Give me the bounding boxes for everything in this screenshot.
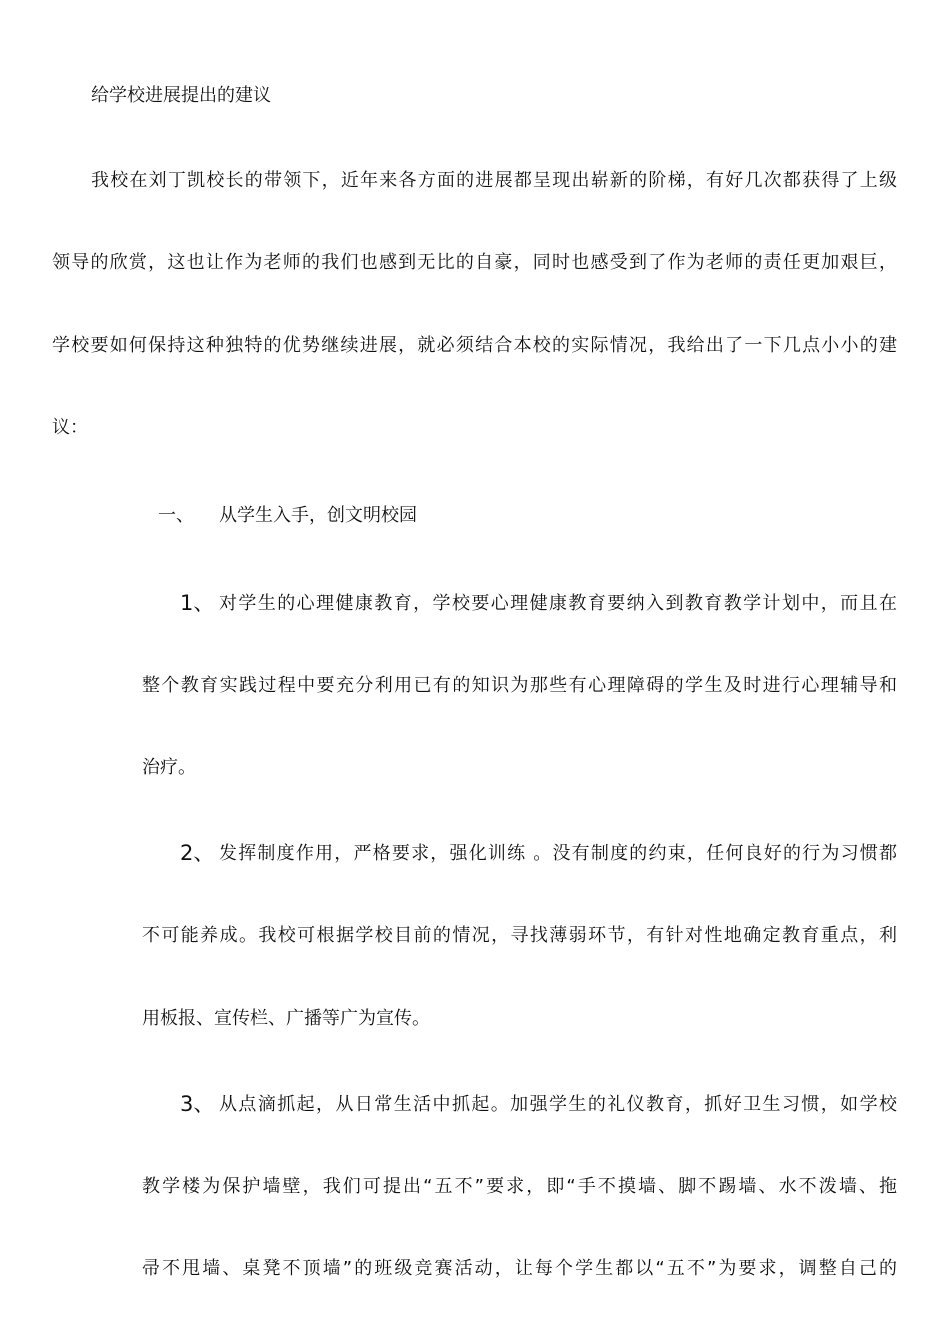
item-2-line-2: 不可能养成。我校可根据学校目前的情况，寻找薄弱环节，有针对性地确定教育重点，利 [142, 925, 897, 946]
intro-line-4: 议： [52, 417, 88, 438]
item-2-line-3: 用板报、宣传栏、广播等广为宣传。 [142, 1008, 430, 1029]
item-1-line-2: 整个教育实践过程中要充分利用已有的知识为那些有心理障碍的学生及时进行心理辅导和 [142, 675, 897, 696]
item-number-1: 1、 [180, 591, 215, 615]
item-1-line-3: 治疗。 [142, 757, 196, 778]
item-number-3: 3、 [180, 1092, 215, 1116]
section-marker: 一、 [158, 505, 194, 526]
intro-line-1: 我校在刘丁凯校长的带领下，近年来各方面的进展都呈现出崭新的阶梯，有好几次都获得了上级 [91, 170, 897, 191]
item-2-line-1: 发挥制度作用，严格要求，强化训练 。没有制度的约束，任何良好的行为习惯都 [219, 843, 897, 864]
intro-line-3: 学校要如何保持这种独特的优势继续进展，就必须结合本校的实际情况，我给出了一下几点小小的建 [52, 335, 897, 356]
section-heading: 从学生入手，创文明校园 [219, 505, 417, 526]
item-3-line-1: 从点滴抓起，从日常生活中抓起。加强学生的礼仪教育，抓好卫生习惯，如学校 [219, 1094, 897, 1115]
item-number-2: 2、 [180, 841, 215, 865]
item-3-line-2: 教学楼为保护墙壁，我们可提出“五不”要求，即“手不摸墙、脚不踢墙、水不泼墙、拖 [142, 1176, 897, 1197]
intro-line-2: 领导的欣赏，这也让作为老师的我们也感到无比的自豪，同时也感受到了作为老师的责任更加艰巨， [52, 252, 897, 273]
document-title: 给学校进展提出的建议 [91, 85, 271, 106]
item-1-line-1: 对学生的心理健康教育，学校要心理健康教育要纳入到教育教学计划中，而且在 [219, 593, 897, 614]
item-3-line-3: 帚不甩墙、桌凳不顶墙”的班级竞赛活动，让每个学生都以“五不”为要求，调整自己的 [142, 1258, 897, 1279]
